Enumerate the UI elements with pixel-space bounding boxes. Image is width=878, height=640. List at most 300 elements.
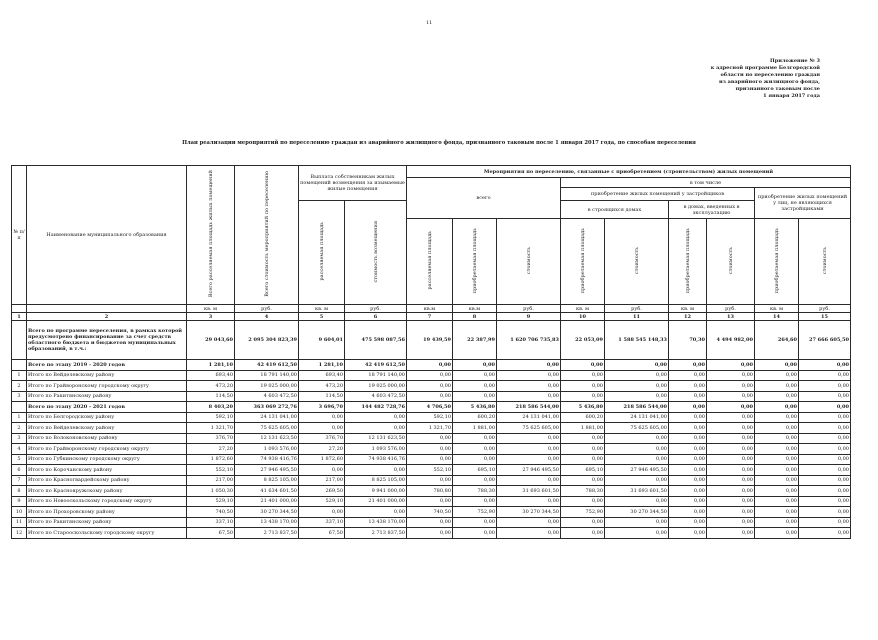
value-cell: 695,10 <box>453 465 497 476</box>
value-cell: 0,00 <box>407 370 453 381</box>
value-cell: 0,00 <box>755 381 799 392</box>
value-cell: 0,00 <box>799 528 851 539</box>
value-cell: 0,00 <box>707 517 755 528</box>
table-row <box>12 454 851 465</box>
value-cell: 18 791 140,00 <box>235 370 299 381</box>
value-cell: 0,00 <box>407 475 453 486</box>
value-cell: 264,60 <box>755 321 799 360</box>
unit-label: кв. м <box>755 305 799 313</box>
value-cell: 217,00 <box>299 475 345 486</box>
value-cell: 0,00 <box>497 454 561 465</box>
value-cell: 4 603 472,50 <box>235 391 299 402</box>
value-cell: 0,00 <box>605 370 669 381</box>
value-cell: 0,00 <box>561 360 605 371</box>
column-number: 6 <box>345 313 407 321</box>
value-cell: 18 791 140,00 <box>345 370 407 381</box>
value-cell: 24 131 041,00 <box>235 412 299 423</box>
value-cell: 218 586 544,00 <box>497 402 561 413</box>
value-cell: 0,00 <box>669 454 707 465</box>
column-number: 10 <box>561 313 605 321</box>
value-cell: 0,00 <box>669 402 707 413</box>
value-cell: 693,40 <box>299 370 345 381</box>
row-number <box>12 321 27 360</box>
value-cell: 30 270 344,50 <box>235 507 299 518</box>
value-cell: 218 586 544,00 <box>605 402 669 413</box>
row-number: 2 <box>12 381 27 392</box>
value-cell: 0,00 <box>755 507 799 518</box>
value-cell: 9 941 000,00 <box>345 486 407 497</box>
header-num: № п/п <box>12 166 27 305</box>
value-cell: 788,30 <box>561 486 605 497</box>
appendix-line: признанного таковым после <box>735 86 820 93</box>
value-cell: 0,00 <box>707 360 755 371</box>
value-cell: 376,70 <box>299 433 345 444</box>
value-cell: 473,20 <box>187 381 235 392</box>
value-cell: 0,00 <box>707 454 755 465</box>
value-cell: 8 825 105,00 <box>345 475 407 486</box>
value-cell: 0,00 <box>669 381 707 392</box>
row-number: 7 <box>12 475 27 486</box>
municipality-name: Итого по Грайворонскому городскому округу <box>27 444 187 455</box>
value-cell: 12 131 623,50 <box>235 433 299 444</box>
value-cell: 0,00 <box>497 433 561 444</box>
row-number: 3 <box>12 433 27 444</box>
value-cell: 0,00 <box>755 360 799 371</box>
value-cell: 74 938 416,76 <box>235 454 299 465</box>
value-cell: 0,00 <box>407 391 453 402</box>
value-cell: 144 482 728,76 <box>345 402 407 413</box>
row-number: 8 <box>12 486 27 497</box>
value-cell: 2 713 837,50 <box>235 528 299 539</box>
value-cell: 1 872,60 <box>299 454 345 465</box>
value-cell: 0,00 <box>453 454 497 465</box>
value-cell: 0,00 <box>707 475 755 486</box>
value-cell: 1 620 706 735,83 <box>497 321 561 360</box>
value-cell: 0,00 <box>669 507 707 518</box>
municipality-name: Итого по Старооскольскому городскому округу <box>27 528 187 539</box>
header-under-construction: в строящихся домах <box>561 201 669 219</box>
value-cell: 13 438 170,00 <box>345 517 407 528</box>
value-cell: 0,00 <box>755 444 799 455</box>
value-cell: 67,50 <box>299 528 345 539</box>
municipality-name: Итого по Вейделевскому району <box>27 370 187 381</box>
value-cell: 0,00 <box>407 496 453 507</box>
value-cell: 0,00 <box>345 465 407 476</box>
resettlement-plan-table <box>11 165 851 539</box>
value-cell: 0,00 <box>605 517 669 528</box>
municipality-name: Итого по Белгородскому району <box>27 412 187 423</box>
row-number: 1 <box>12 412 27 423</box>
column-number: 5 <box>299 313 345 321</box>
value-cell: 0,00 <box>669 391 707 402</box>
value-cell: 8 403,20 <box>187 402 235 413</box>
unit-label: кв. м <box>187 305 235 313</box>
value-cell: 0,00 <box>799 496 851 507</box>
row-number <box>12 402 27 413</box>
value-cell: 0,00 <box>605 360 669 371</box>
row-number: 6 <box>12 465 27 476</box>
value-cell: 4 494 982,00 <box>707 321 755 360</box>
value-cell: 27,20 <box>299 444 345 455</box>
value-cell: 0,00 <box>669 444 707 455</box>
header-total-area: Всего расселяемая площадь жилых помещений <box>187 166 235 305</box>
row-number: 2 <box>12 423 27 434</box>
value-cell: 0,00 <box>755 423 799 434</box>
municipality-name: Итого по Ракитянскому району <box>27 391 187 402</box>
appendix-line: Приложение № 3 <box>770 58 820 64</box>
value-cell: 592,10 <box>187 412 235 423</box>
value-cell: 0,00 <box>299 423 345 434</box>
value-cell: 4 706,50 <box>407 402 453 413</box>
value-cell: 2 713 837,50 <box>345 528 407 539</box>
value-cell: 0,00 <box>453 444 497 455</box>
value-cell: 0,00 <box>561 370 605 381</box>
value-cell: 0,00 <box>707 370 755 381</box>
value-cell: 0,00 <box>707 391 755 402</box>
municipality-name: Итого по Волоконовскому району <box>27 433 187 444</box>
appendix-line: к адресной программе Белгородской <box>710 65 820 72</box>
value-cell: 0,00 <box>407 517 453 528</box>
table-row <box>12 370 851 381</box>
row-number <box>12 360 27 371</box>
value-cell: 27 666 605,50 <box>799 321 851 360</box>
municipality-name: Всего по этапу 2020 - 2021 годов <box>27 402 187 413</box>
row-number: 10 <box>12 507 27 518</box>
value-cell: 114,50 <box>187 391 235 402</box>
value-cell: 740,50 <box>407 507 453 518</box>
value-cell: 0,00 <box>407 454 453 465</box>
page-number: 11 <box>426 20 433 26</box>
table-row <box>12 321 851 360</box>
municipality-name: Итого по Прохоровскому району <box>27 507 187 518</box>
unit-label: кв. м <box>299 305 345 313</box>
header-cost: стоимость <box>707 219 755 305</box>
value-cell: 1 050,30 <box>187 486 235 497</box>
value-cell: 337,10 <box>187 517 235 528</box>
value-cell: 24 131 041,00 <box>605 412 669 423</box>
column-number: 3 <box>187 313 235 321</box>
value-cell: 27 946 495,50 <box>605 465 669 476</box>
value-cell: 376,70 <box>187 433 235 444</box>
value-cell: 27 946 495,50 <box>497 465 561 476</box>
value-cell: 22 387,99 <box>453 321 497 360</box>
municipality-name: Итого по Ракитянскому району <box>27 517 187 528</box>
value-cell: 74 938 416,76 <box>345 454 407 465</box>
value-cell: 337,10 <box>299 517 345 528</box>
value-cell: 2 095 304 823,39 <box>235 321 299 360</box>
unit-label: руб. <box>605 305 669 313</box>
value-cell: 0,00 <box>799 433 851 444</box>
header-measures-group: Мероприятия по переселению, связанные с приобретением (строительством) жилых помещений <box>407 166 851 178</box>
value-cell: 0,00 <box>755 486 799 497</box>
table-row <box>12 360 851 371</box>
value-cell: 0,00 <box>407 433 453 444</box>
unit-label: руб. <box>235 305 299 313</box>
column-number: 4 <box>235 313 299 321</box>
appendix-line: из аварийного жилищного фонда, <box>719 79 820 86</box>
value-cell: 0,00 <box>561 444 605 455</box>
column-number: 11 <box>605 313 669 321</box>
value-cell: 75 625 605,00 <box>235 423 299 434</box>
value-cell: 0,00 <box>561 381 605 392</box>
header-purchase-non-dev: приобретение жилых помещений у лиц, не являющихся застройщиками <box>755 188 851 219</box>
value-cell: 0,00 <box>453 433 497 444</box>
value-cell: 75 625 605,00 <box>605 423 669 434</box>
value-cell: 30 270 344,50 <box>605 507 669 518</box>
value-cell: 1 093 576,00 <box>345 444 407 455</box>
value-cell: 552,10 <box>407 465 453 476</box>
value-cell: 9 604,01 <box>299 321 345 360</box>
value-cell: 0,00 <box>669 486 707 497</box>
value-cell: 217,00 <box>187 475 235 486</box>
header-total-cost: Всего стоимость мероприятий по переселению <box>235 166 299 305</box>
value-cell: 1 872,60 <box>187 454 235 465</box>
value-cell: 0,00 <box>755 517 799 528</box>
value-cell: 1 281,10 <box>187 360 235 371</box>
value-cell: 0,00 <box>707 423 755 434</box>
value-cell: 8 825 105,00 <box>235 475 299 486</box>
value-cell: 0,00 <box>605 454 669 465</box>
value-cell: 0,00 <box>497 391 561 402</box>
municipality-name: Итого по Вейделевскому району <box>27 423 187 434</box>
value-cell: 0,00 <box>605 475 669 486</box>
header-including: в том числе <box>561 178 851 188</box>
value-cell: 31 693 601,50 <box>605 486 669 497</box>
header-acquired-area: приобретаемая площадь <box>453 219 497 305</box>
value-cell: 529,10 <box>187 496 235 507</box>
value-cell: 788,30 <box>453 486 497 497</box>
unit-label: руб. <box>799 305 851 313</box>
value-cell: 75 625 605,00 <box>497 423 561 434</box>
value-cell: 0,00 <box>755 412 799 423</box>
value-cell: 600,20 <box>453 412 497 423</box>
value-cell: 0,00 <box>497 444 561 455</box>
value-cell: 0,00 <box>453 381 497 392</box>
units-blank <box>27 305 187 313</box>
value-cell: 0,00 <box>453 391 497 402</box>
value-cell: 0,00 <box>755 465 799 476</box>
value-cell: 0,00 <box>345 507 407 518</box>
value-cell: 0,00 <box>605 496 669 507</box>
value-cell: 1 321,70 <box>187 423 235 434</box>
value-cell: 529,10 <box>299 496 345 507</box>
table-row <box>12 391 851 402</box>
value-cell: 0,00 <box>561 528 605 539</box>
row-number: 9 <box>12 496 27 507</box>
value-cell: 0,00 <box>299 507 345 518</box>
municipality-name: Итого по Краснояружскому району <box>27 486 187 497</box>
header-acquired-area: приобретаемая площадь <box>755 219 799 305</box>
unit-label: руб. <box>707 305 755 313</box>
value-cell: 19 439,59 <box>407 321 453 360</box>
header-purchase-dev: приобретение жилых помещений у застройщиков <box>561 188 755 201</box>
header-col-resettled-area: расселяемая площадь <box>407 219 453 305</box>
column-number: 15 <box>799 313 851 321</box>
municipality-name: Итого по Грайворонскому городскому округу <box>27 381 187 392</box>
table-row <box>12 517 851 528</box>
value-cell: 0,00 <box>707 486 755 497</box>
row-number: 12 <box>12 528 27 539</box>
value-cell: 0,00 <box>799 370 851 381</box>
value-cell: 114,50 <box>299 391 345 402</box>
value-cell: 552,10 <box>187 465 235 476</box>
municipality-name: Итого по Новооскольскому городскому округу <box>27 496 187 507</box>
table-row <box>12 475 851 486</box>
value-cell: 21 401 000,00 <box>345 496 407 507</box>
header-commissioned: в домах, введенных в эксплуатацию <box>669 201 755 219</box>
municipality-name: Всего по программе переселения, в рамках которой предусмотрено финансирование за счет средств областного бюджета и бюджетов муниципальных образований, в т.ч.: <box>27 321 187 360</box>
value-cell: 0,00 <box>605 528 669 539</box>
value-cell: 0,00 <box>605 391 669 402</box>
value-cell: 0,00 <box>799 486 851 497</box>
value-cell: 0,00 <box>453 475 497 486</box>
table-row <box>12 381 851 392</box>
municipality-name: Итого по Губкинскому городскому округу <box>27 454 187 465</box>
value-cell: 0,00 <box>561 517 605 528</box>
value-cell: 0,00 <box>755 496 799 507</box>
plan-title: План реализации мероприятий по переселению граждан из аварийного жилищного фонда, признанного таковым после 1 января 2017 года, по способам переселения <box>182 140 696 146</box>
value-cell: 0,00 <box>497 370 561 381</box>
value-cell: 0,00 <box>799 517 851 528</box>
value-cell: 0,00 <box>707 433 755 444</box>
value-cell: 0,00 <box>669 370 707 381</box>
value-cell: 31 693 601,50 <box>497 486 561 497</box>
value-cell: 0,00 <box>799 412 851 423</box>
header-cost: стоимость <box>605 219 669 305</box>
value-cell: 19 025 000,00 <box>345 381 407 392</box>
value-cell: 0,00 <box>799 423 851 434</box>
value-cell: 0,00 <box>669 423 707 434</box>
value-cell: 0,00 <box>755 528 799 539</box>
table-row <box>12 486 851 497</box>
value-cell: 0,00 <box>755 391 799 402</box>
appendix-note <box>660 58 820 101</box>
row-number: 3 <box>12 391 27 402</box>
value-cell: 0,00 <box>299 465 345 476</box>
value-cell: 0,00 <box>799 507 851 518</box>
units-blank <box>12 305 27 313</box>
value-cell: 0,00 <box>407 360 453 371</box>
row-number: 4 <box>12 444 27 455</box>
value-cell: 1 281,10 <box>299 360 345 371</box>
value-cell: 41 634 601,50 <box>235 486 299 497</box>
value-cell: 0,00 <box>707 465 755 476</box>
unit-label: кв. м <box>561 305 605 313</box>
value-cell: 29 043,60 <box>187 321 235 360</box>
value-cell: 695,10 <box>561 465 605 476</box>
value-cell: 70,30 <box>669 321 707 360</box>
value-cell: 24 131 041,00 <box>497 412 561 423</box>
value-cell: 0,00 <box>453 360 497 371</box>
header-municipality: Наименование муниципального образования <box>27 166 187 305</box>
header-acquired-area: приобретаемая площадь <box>561 219 605 305</box>
value-cell: 0,00 <box>561 475 605 486</box>
table-row <box>12 423 851 434</box>
table-row <box>12 433 851 444</box>
value-cell: 27,20 <box>187 444 235 455</box>
row-number: 1 <box>12 370 27 381</box>
value-cell: 0,00 <box>345 412 407 423</box>
unit-label: руб. <box>345 305 407 313</box>
value-cell: 0,00 <box>453 370 497 381</box>
value-cell: 0,00 <box>707 528 755 539</box>
value-cell: 0,00 <box>669 412 707 423</box>
value-cell: 0,00 <box>669 475 707 486</box>
value-cell: 0,00 <box>345 423 407 434</box>
value-cell: 0,00 <box>669 528 707 539</box>
value-cell: 0,00 <box>497 360 561 371</box>
value-cell: 592,10 <box>407 412 453 423</box>
value-cell: 0,00 <box>755 454 799 465</box>
value-cell: 0,00 <box>561 454 605 465</box>
column-number: 1 <box>12 313 27 321</box>
value-cell: 0,00 <box>407 381 453 392</box>
value-cell: 0,00 <box>799 454 851 465</box>
value-cell: 67,50 <box>187 528 235 539</box>
value-cell: 0,00 <box>497 496 561 507</box>
value-cell: 363 069 272,76 <box>235 402 299 413</box>
table-row <box>12 444 851 455</box>
value-cell: 0,00 <box>669 465 707 476</box>
value-cell: 42 419 612,50 <box>345 360 407 371</box>
value-cell: 19 025 000,00 <box>235 381 299 392</box>
value-cell: 780,80 <box>407 486 453 497</box>
value-cell: 0,00 <box>605 381 669 392</box>
value-cell: 600,20 <box>561 412 605 423</box>
table-row <box>12 465 851 476</box>
value-cell: 0,00 <box>707 402 755 413</box>
value-cell: 0,00 <box>755 370 799 381</box>
municipality-name: Итого по Корочанскому району <box>27 465 187 476</box>
table-row <box>12 402 851 413</box>
unit-label: кв.м <box>407 305 453 313</box>
appendix-line: 1 января 2017 года <box>763 93 820 100</box>
value-cell: 0,00 <box>669 496 707 507</box>
value-cell: 0,00 <box>669 517 707 528</box>
value-cell: 13 438 170,00 <box>235 517 299 528</box>
value-cell: 0,00 <box>799 402 851 413</box>
value-cell: 693,40 <box>187 370 235 381</box>
value-cell: 0,00 <box>707 496 755 507</box>
row-number: 5 <box>12 454 27 465</box>
header-cost: стоимость <box>497 219 561 305</box>
value-cell: 0,00 <box>669 433 707 444</box>
unit-label: руб. <box>497 305 561 313</box>
table-row <box>12 412 851 423</box>
value-cell: 0,00 <box>707 412 755 423</box>
value-cell: 5 436,80 <box>453 402 497 413</box>
value-cell: 0,00 <box>453 496 497 507</box>
value-cell: 1 093 576,00 <box>235 444 299 455</box>
value-cell: 0,00 <box>755 402 799 413</box>
value-cell: 1 881,00 <box>561 423 605 434</box>
value-cell: 4 603 472,50 <box>345 391 407 402</box>
row-number: 11 <box>12 517 27 528</box>
value-cell: 27 946 495,50 <box>235 465 299 476</box>
value-cell: 0,00 <box>755 433 799 444</box>
municipality-name: Всего по этапу 2019 - 2020 годов <box>27 360 187 371</box>
value-cell: 5 436,80 <box>561 402 605 413</box>
value-cell: 0,00 <box>453 528 497 539</box>
value-cell: 0,00 <box>799 381 851 392</box>
value-cell: 0,00 <box>453 517 497 528</box>
value-cell: 22 053,09 <box>561 321 605 360</box>
value-cell: 0,00 <box>799 391 851 402</box>
value-cell: 0,00 <box>605 444 669 455</box>
value-cell: 752,90 <box>453 507 497 518</box>
header-payout-group: Выплата собственникам жилых помещений возмещения за изымаемые жилые помещения <box>299 166 407 201</box>
value-cell: 0,00 <box>497 517 561 528</box>
